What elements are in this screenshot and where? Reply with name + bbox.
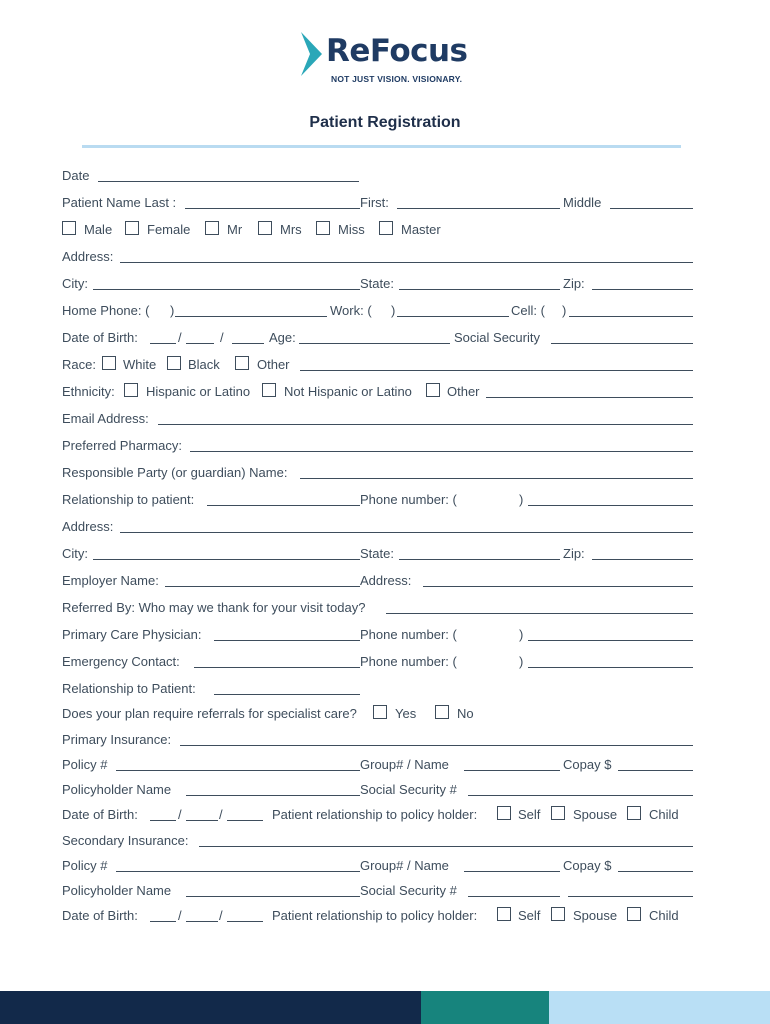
home-phone-label: Home Phone: ( <box>62 303 150 318</box>
secondary-policy-field[interactable] <box>116 871 360 872</box>
employer-address-label: Address: <box>360 573 412 588</box>
secondary-group-label: Group# / Name <box>360 858 449 873</box>
hispanic-checkbox[interactable] <box>124 383 138 397</box>
ethnicity-other-field[interactable] <box>486 397 693 398</box>
primary-ssn-field[interactable] <box>468 795 693 796</box>
referrals-yes-checkbox[interactable] <box>373 705 387 719</box>
dob-month-field[interactable] <box>150 343 176 344</box>
primary-child-label: Child <box>649 807 679 822</box>
referrals-yes-label: Yes <box>395 706 417 721</box>
state-label: State: <box>360 276 394 291</box>
secondary-insurance-label: Secondary Insurance: <box>62 833 189 848</box>
row-primary-policy <box>62 756 693 774</box>
secondary-ssn-field[interactable] <box>468 896 560 897</box>
secondary-dob-label: Date of Birth: <box>62 908 138 923</box>
responsible-city-label: City: <box>62 546 88 561</box>
referred-by-field[interactable] <box>386 613 693 614</box>
row-date <box>62 167 693 185</box>
pcp-label: Primary Care Physician: <box>62 627 202 642</box>
secondary-insurance-field[interactable] <box>199 846 693 847</box>
logo-wordmark: ReFocus <box>326 33 468 69</box>
responsible-address-field[interactable] <box>120 532 693 533</box>
referrals-no-label: No <box>457 706 474 721</box>
pcp-phone-label: Phone number: ( <box>360 627 457 642</box>
row-phones <box>62 302 693 320</box>
mr-label: Mr <box>227 222 243 237</box>
footer-band-light-blue <box>549 991 770 1024</box>
ethnicity-other-label: Other <box>447 384 480 399</box>
pcp-field[interactable] <box>214 640 360 641</box>
secondary-ssn-extra-field[interactable] <box>568 896 693 897</box>
footer-band-navy <box>0 991 421 1024</box>
miss-label: Miss <box>338 222 365 237</box>
primary-dob-slash-1: / <box>178 807 182 822</box>
emergency-phone-paren: ) <box>519 654 524 669</box>
pcp-phone-field[interactable] <box>528 640 693 641</box>
secondary-policyholder-field[interactable] <box>186 896 360 897</box>
emergency-phone-label: Phone number: ( <box>360 654 457 669</box>
secondary-dob-year-field[interactable] <box>227 921 263 922</box>
first-name-field[interactable] <box>397 208 560 209</box>
dob-year-field[interactable] <box>232 343 264 344</box>
emergency-phone-field[interactable] <box>528 667 693 668</box>
referrals-no-checkbox[interactable] <box>435 705 449 719</box>
male-checkbox[interactable] <box>62 221 76 235</box>
emergency-label: Emergency Contact: <box>62 654 180 669</box>
city-field[interactable] <box>93 289 360 290</box>
row-referred-by <box>62 599 693 617</box>
primary-insurance-field[interactable] <box>180 745 693 746</box>
row-responsible-address <box>62 518 693 536</box>
primary-dob-label: Date of Birth: <box>62 807 138 822</box>
responsible-state-label: State: <box>360 546 394 561</box>
secondary-dob-month-field[interactable] <box>150 921 176 922</box>
row-responsible-party <box>62 464 693 482</box>
logo-tagline: NOT JUST VISION. VISIONARY. <box>331 74 463 84</box>
responsible-phone-label: Phone number: ( <box>360 492 457 507</box>
dob-slash-2: / <box>220 330 224 345</box>
work-phone-field[interactable] <box>397 316 509 317</box>
hispanic-label: Hispanic or Latino <box>146 384 251 399</box>
employer-label: Employer Name: <box>62 573 159 588</box>
primary-policy-field[interactable] <box>116 770 360 771</box>
refocus-logo <box>298 30 498 86</box>
middle-name-label: Middle <box>563 195 602 210</box>
row-pcp <box>62 626 693 644</box>
dob-slash-1: / <box>178 330 182 345</box>
employer-field[interactable] <box>165 586 360 587</box>
primary-relationship-label: Patient relationship to policy holder: <box>272 807 478 822</box>
primary-spouse-checkbox[interactable] <box>551 806 565 820</box>
chevron-logo-icon <box>298 32 324 76</box>
row-secondary-policyholder <box>62 882 693 900</box>
race-other-checkbox[interactable] <box>235 356 249 370</box>
responsible-address-label: Address: <box>62 519 114 534</box>
primary-dob-day-field[interactable] <box>186 820 218 821</box>
relationship-label: Relationship to patient: <box>62 492 195 507</box>
secondary-spouse-checkbox[interactable] <box>551 907 565 921</box>
cell-phone-paren: ) <box>562 303 567 318</box>
secondary-spouse-label: Spouse <box>573 908 618 923</box>
row-email <box>62 410 693 428</box>
secondary-relationship-label: Patient relationship to policy holder: <box>272 908 478 923</box>
secondary-dob-slash-1: / <box>178 908 182 923</box>
age-field[interactable] <box>299 343 450 344</box>
master-checkbox[interactable] <box>379 221 393 235</box>
last-name-label: Patient Name Last : <box>62 195 177 210</box>
race-other-field[interactable] <box>300 370 693 371</box>
secondary-dob-slash-2: / <box>219 908 223 923</box>
primary-policy-label: Policy # <box>62 757 108 772</box>
row-emergency-relationship <box>62 680 693 698</box>
black-checkbox[interactable] <box>167 356 181 370</box>
primary-self-checkbox[interactable] <box>497 806 511 820</box>
secondary-policy-label: Policy # <box>62 858 108 873</box>
row-secondary-policy <box>62 857 693 875</box>
primary-self-label: Self <box>518 807 541 822</box>
primary-copay-label: Copay $ <box>563 757 612 772</box>
race-label: Race: <box>62 357 96 372</box>
female-label: Female <box>147 222 191 237</box>
cell-phone-field[interactable] <box>569 316 693 317</box>
secondary-child-label: Child <box>649 908 679 923</box>
referrals-question-label: Does your plan require referrals for specialist care? <box>62 706 357 721</box>
employer-address-field[interactable] <box>423 586 693 587</box>
referred-by-label: Referred By: Who may we thank for your visit today? <box>62 600 366 615</box>
row-responsible-city <box>62 545 693 563</box>
row-patient-name <box>62 194 693 212</box>
black-label: Black <box>188 357 220 372</box>
title-divider <box>82 145 681 148</box>
primary-dob-month-field[interactable] <box>150 820 176 821</box>
last-name-field[interactable] <box>185 208 360 209</box>
home-phone-paren: ) <box>170 303 175 318</box>
not-hispanic-checkbox[interactable] <box>262 383 276 397</box>
row-ethnicity <box>62 383 693 401</box>
row-race <box>62 356 693 374</box>
dob-label: Date of Birth: <box>62 330 138 345</box>
primary-child-checkbox[interactable] <box>627 806 641 820</box>
zip-field[interactable] <box>592 289 693 290</box>
zip-label: Zip: <box>563 276 585 291</box>
primary-policyholder-label: Policyholder Name <box>62 782 172 797</box>
row-gender-title <box>62 221 693 239</box>
relationship-field[interactable] <box>207 505 360 506</box>
row-address <box>62 248 693 266</box>
cell-phone-label: Cell: ( <box>511 303 545 318</box>
secondary-self-checkbox[interactable] <box>497 907 511 921</box>
first-name-label: First: <box>360 195 389 210</box>
pharmacy-field[interactable] <box>190 451 693 452</box>
responsible-city-field[interactable] <box>93 559 360 560</box>
ssn-field[interactable] <box>551 343 693 344</box>
row-emergency <box>62 653 693 671</box>
email-label: Email Address: <box>62 411 149 426</box>
work-phone-label: Work: ( <box>330 303 372 318</box>
emergency-field[interactable] <box>194 667 360 668</box>
state-field[interactable] <box>399 289 560 290</box>
row-secondary-insurance <box>62 832 693 850</box>
page-title: Patient Registration <box>309 114 461 131</box>
address-field[interactable] <box>120 262 693 263</box>
secondary-copay-label: Copay $ <box>563 858 612 873</box>
primary-ssn-label: Social Security # <box>360 782 457 797</box>
work-phone-paren: ) <box>391 303 396 318</box>
address-label: Address: <box>62 249 114 264</box>
ethnicity-other-checkbox[interactable] <box>426 383 440 397</box>
row-primary-insurance <box>62 731 693 749</box>
row-city-state-zip <box>62 275 693 293</box>
row-primary-policyholder <box>62 781 693 799</box>
primary-group-label: Group# / Name <box>360 757 449 772</box>
row-relationship-phone <box>62 491 693 509</box>
row-pharmacy <box>62 437 693 455</box>
date-label: Date <box>62 168 90 183</box>
male-label: Male <box>84 222 113 237</box>
row-employer <box>62 572 693 590</box>
dob-day-field[interactable] <box>186 343 214 344</box>
responsible-phone-paren: ) <box>519 492 524 507</box>
responsible-party-label: Responsible Party (or guardian) Name: <box>62 465 288 480</box>
date-field[interactable] <box>98 181 359 182</box>
middle-name-field[interactable] <box>610 208 693 209</box>
email-field[interactable] <box>158 424 693 425</box>
emergency-relationship-label: Relationship to Patient: <box>62 681 196 696</box>
pharmacy-label: Preferred Pharmacy: <box>62 438 182 453</box>
home-phone-field[interactable] <box>175 316 327 317</box>
secondary-copay-field[interactable] <box>618 871 693 872</box>
age-label: Age: <box>269 330 296 345</box>
footer-band-teal <box>421 991 549 1024</box>
responsible-party-field[interactable] <box>300 478 693 479</box>
not-hispanic-label: Not Hispanic or Latino <box>284 384 412 399</box>
row-dob-age-ssn <box>62 329 693 347</box>
white-checkbox[interactable] <box>102 356 116 370</box>
emergency-relationship-field[interactable] <box>214 694 360 695</box>
row-referrals-question <box>62 705 693 723</box>
race-other-label: Other <box>257 357 290 372</box>
responsible-state-field[interactable] <box>399 559 560 560</box>
master-label: Master <box>401 222 441 237</box>
mrs-label: Mrs <box>280 222 302 237</box>
secondary-dob-day-field[interactable] <box>186 921 218 922</box>
secondary-self-label: Self <box>518 908 541 923</box>
secondary-group-field[interactable] <box>464 871 560 872</box>
primary-spouse-label: Spouse <box>573 807 618 822</box>
primary-dob-slash-2: / <box>219 807 223 822</box>
miss-checkbox[interactable] <box>316 221 330 235</box>
responsible-zip-field[interactable] <box>592 559 693 560</box>
primary-copay-field[interactable] <box>618 770 693 771</box>
primary-dob-year-field[interactable] <box>227 820 263 821</box>
white-label: White <box>123 357 157 372</box>
mr-checkbox[interactable] <box>205 221 219 235</box>
ssn-label: Social Security <box>454 330 540 345</box>
mrs-checkbox[interactable] <box>258 221 272 235</box>
primary-group-field[interactable] <box>464 770 560 771</box>
row-primary-dob-relationship <box>62 806 693 824</box>
pcp-phone-paren: ) <box>519 627 524 642</box>
secondary-policyholder-label: Policyholder Name <box>62 883 172 898</box>
female-checkbox[interactable] <box>125 221 139 235</box>
secondary-ssn-label: Social Security # <box>360 883 457 898</box>
responsible-zip-label: Zip: <box>563 546 585 561</box>
city-label: City: <box>62 276 88 291</box>
secondary-child-checkbox[interactable] <box>627 907 641 921</box>
primary-insurance-label: Primary Insurance: <box>62 732 172 747</box>
responsible-phone-field[interactable] <box>528 505 693 506</box>
primary-policyholder-field[interactable] <box>186 795 360 796</box>
row-secondary-dob-relationship <box>62 907 693 925</box>
ethnicity-label: Ethnicity: <box>62 384 115 399</box>
